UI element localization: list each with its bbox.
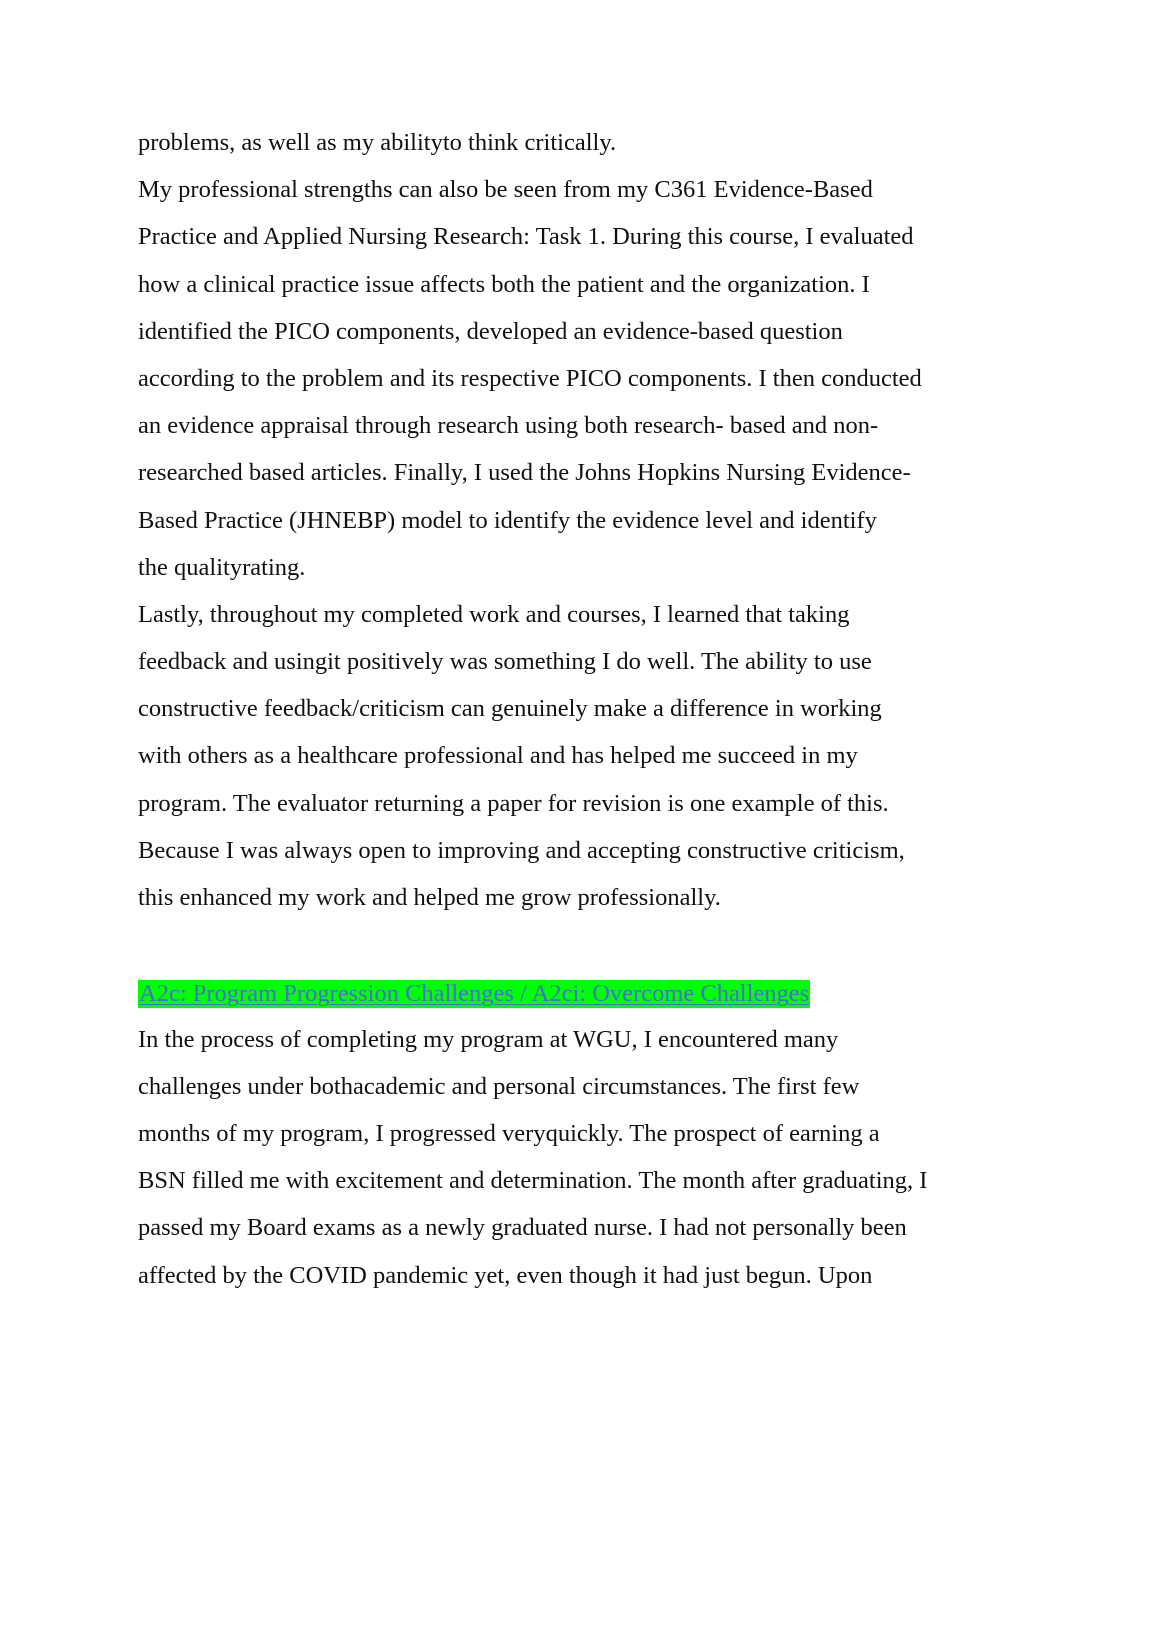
text-line: challenges under bothacademic and personal circumstances. The first few: [138, 1072, 860, 1100]
text-line: passed my Board exams as a newly graduated nurse. I had not personally been: [138, 1214, 907, 1242]
text-line: Because I was always open to improving and accepting constructive criticism,: [138, 836, 905, 864]
section-heading-link[interactable]: A2c: Program Progression Challenges / A2ci: Overcome Challenges: [139, 979, 810, 1007]
text-line: an evidence appraisal through research using both research- based and non-: [138, 412, 879, 440]
blank-line: [138, 921, 1038, 968]
text-line: identified the PICO components, developed an evidence-based question: [138, 317, 843, 345]
text-line: My professional strengths can also be seen from my C361 Evidence-Based: [138, 176, 873, 204]
paragraph-ability: [138, 119, 1038, 166]
paragraph-professional-strengths: [138, 166, 1038, 591]
text-line: program. The evaluator returning a paper for revision is one example of this.: [138, 789, 889, 817]
text-line: Practice and Applied Nursing Research: Task 1. During this course, I evaluated: [138, 223, 914, 251]
text-line: BSN filled me with excitement and determination. The month after graduating, I: [138, 1167, 928, 1195]
text-line: problems, as well as my abilityto think critically.: [138, 129, 617, 156]
section-heading-row: [138, 968, 1038, 1015]
text-line: In the process of completing my program at WGU, I encountered many: [138, 1025, 839, 1053]
text-line: affected by the COVID pandemic yet, even though it had just begun. Upon: [138, 1261, 873, 1289]
text-line: constructive feedback/criticism can genuinely make a difference in working: [138, 695, 882, 723]
document-body: [138, 119, 1038, 1299]
text-line: with others as a healthcare professional and has helped me succeed in my: [138, 742, 858, 770]
text-line: researched based articles. Finally, I used the Johns Hopkins Nursing Evidence-: [138, 459, 911, 487]
paragraph-feedback: [138, 591, 1038, 921]
text-line: how a clinical practice issue affects both the patient and the organization. I: [138, 270, 870, 298]
text-line: according to the problem and its respective PICO components. I then conducted: [138, 364, 922, 392]
text-line: Based Practice (JHNEBP) model to identify the evidence level and identify: [138, 506, 877, 534]
text-line: feedback and usingit positively was something I do well. The ability to use: [138, 648, 872, 676]
text-line: the qualityrating.: [138, 553, 306, 581]
text-line: Lastly, throughout my completed work and courses, I learned that taking: [138, 600, 850, 628]
text-line: this enhanced my work and helped me grow professionally.: [138, 884, 721, 911]
paragraph-challenges: [138, 1016, 1038, 1299]
text-line: months of my program, I progressed veryquickly. The prospect of earning a: [138, 1119, 880, 1147]
